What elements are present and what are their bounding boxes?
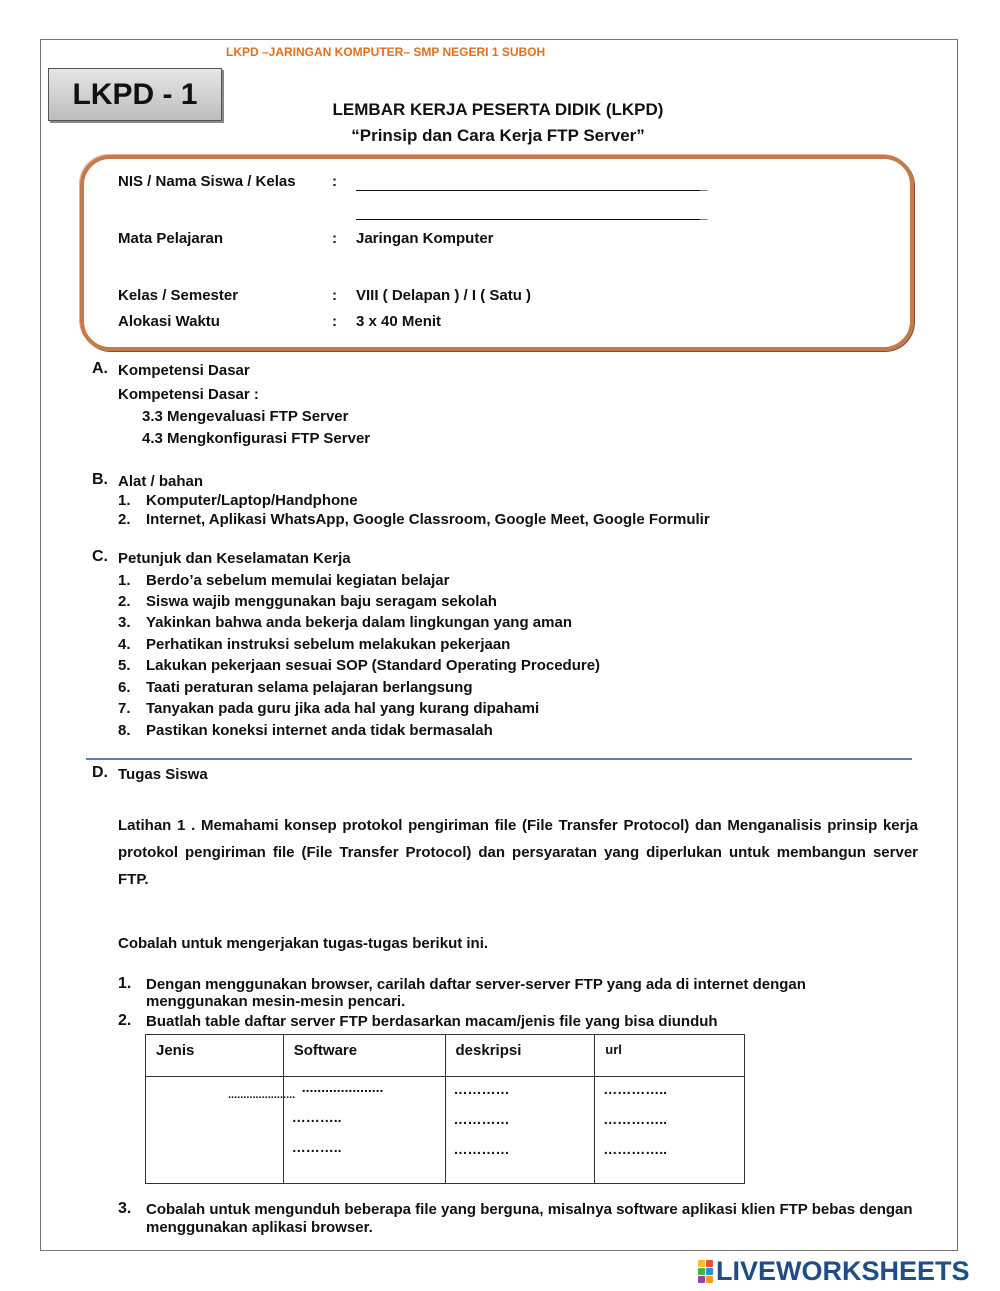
section-divider bbox=[86, 758, 912, 760]
table-cell-deskripsi[interactable] bbox=[445, 1077, 595, 1184]
answer-blank[interactable]: ………… bbox=[453, 1111, 510, 1127]
table-cell-software[interactable] bbox=[283, 1077, 445, 1184]
blank-end: _ bbox=[699, 205, 708, 222]
task-text: Dengan menggunakan browser, carilah daftar server-server FTP yang ada di internet dengan menggunakan mesin-mesin pencari. bbox=[146, 976, 806, 1010]
answer-blank[interactable]: ……….. bbox=[291, 1139, 342, 1155]
info-value-subject: Jaringan Komputer bbox=[356, 230, 494, 247]
list-item: Internet, Aplikasi WhatsApp, Google Classroom, Google Meet, Google Formulir bbox=[146, 511, 710, 528]
list-number: 5. bbox=[118, 657, 131, 674]
list-item: Siswa wajib menggunakan baju seragam sekolah bbox=[146, 593, 497, 610]
table-header-cell: Jenis bbox=[146, 1035, 284, 1077]
logo-text: LIVEWORKSHEETS bbox=[716, 1256, 970, 1286]
ftp-server-table bbox=[145, 1034, 745, 1184]
info-label-subject: Mata Pelajaran bbox=[118, 230, 224, 247]
table-header-row bbox=[146, 1035, 745, 1077]
info-label-class: Kelas / Semester bbox=[118, 287, 239, 304]
list-item: Pastikan koneksi internet anda tidak bermasalah bbox=[146, 722, 493, 739]
list-number: 1. bbox=[118, 492, 131, 509]
task-text: Cobalah untuk mengunduh beberapa file yang berguna, misalnya software aplikasi klien FTP bebas dengan menggunakan aplikasi browser. bbox=[146, 1201, 913, 1236]
answer-blank[interactable]: ………….. bbox=[603, 1111, 668, 1127]
info-colon: : bbox=[332, 173, 337, 190]
answer-blank[interactable]: ………….. bbox=[603, 1081, 668, 1097]
info-colon: : bbox=[332, 313, 337, 330]
blank-end: _ bbox=[699, 176, 708, 193]
info-label-time: Alokasi Waktu bbox=[118, 313, 220, 330]
competency-item: 3.3 Mengevaluasi FTP Server bbox=[142, 408, 349, 425]
list-item: Berdo’a sebelum memulai kegiatan belajar bbox=[146, 572, 450, 589]
answer-blank[interactable]: ...................... bbox=[228, 1089, 296, 1101]
task-text: Buatlah table daftar server FTP berdasarkan macam/jenis file yang bisa diunduh bbox=[146, 1013, 718, 1030]
page-subtitle: “Prinsip dan Cara Kerja FTP Server” bbox=[351, 126, 645, 145]
section-a-letter: A. bbox=[92, 360, 108, 377]
list-number: 7. bbox=[118, 700, 131, 717]
answer-blank[interactable]: ..................... bbox=[301, 1079, 384, 1095]
liveworksheets-logo bbox=[698, 1256, 970, 1287]
list-number: 6. bbox=[118, 679, 131, 696]
list-item: Perhatikan instruksi sebelum melakukan pekerjaan bbox=[146, 636, 511, 653]
task-number: 1. bbox=[118, 975, 132, 992]
table-header-cell: Software bbox=[283, 1035, 445, 1077]
page-title: LEMBAR KERJA PESERTA DIDIK (LKPD) bbox=[332, 100, 664, 119]
list-number: 4. bbox=[118, 636, 131, 653]
list-item: Yakinkan bahwa anda bekerja dalam lingkungan yang aman bbox=[146, 614, 572, 631]
list-item: Tanyakan pada guru jika ada hal yang kurang dipahami bbox=[146, 700, 540, 717]
section-c-letter: C. bbox=[92, 548, 108, 565]
info-value-time: 3 x 40 Menit bbox=[356, 313, 442, 330]
nis-answer-line-2[interactable] bbox=[356, 219, 700, 220]
answer-blank[interactable]: ……….. bbox=[291, 1109, 342, 1125]
header-top-line: LKPD –JARINGAN KOMPUTER– SMP NEGERI 1 SUBOH bbox=[226, 45, 546, 59]
answer-blank[interactable]: ………… bbox=[453, 1081, 510, 1097]
list-number: 8. bbox=[118, 722, 131, 739]
list-number: 2. bbox=[118, 593, 131, 610]
exercise-paragraph: Latihan 1 . Memahami konsep protokol pengiriman file (File Transfer Protocol) dan Menganalisis prinsip kerja protokol pengiriman file (File Transfer Protocol) dan persyaratan yang diperlukan untuk membangun server FTP. bbox=[118, 817, 918, 888]
section-a-subtitle: Kompetensi Dasar : bbox=[118, 386, 259, 403]
lkpd-badge: LKPD - 1 bbox=[48, 68, 222, 121]
table-header-cell: deskripsi bbox=[445, 1035, 595, 1077]
logo-mark-icon bbox=[698, 1260, 713, 1283]
section-b-letter: B. bbox=[92, 471, 108, 488]
info-label-nis: NIS / Nama Siswa / Kelas bbox=[118, 173, 296, 190]
task-number: 2. bbox=[118, 1012, 132, 1029]
list-item: Lakukan pekerjaan sesuai SOP (Standard Operating Procedure) bbox=[146, 657, 601, 674]
section-b-title: Alat / bahan bbox=[118, 473, 204, 490]
section-d-title: Tugas Siswa bbox=[118, 766, 208, 783]
info-colon: : bbox=[332, 287, 337, 304]
list-item: Taati peraturan selama pelajaran berlangsung bbox=[146, 679, 473, 696]
task-number: 3. bbox=[118, 1200, 132, 1217]
section-c-title: Petunjuk dan Keselamatan Kerja bbox=[118, 550, 351, 567]
table-header-cell: url bbox=[595, 1035, 745, 1077]
answer-blank[interactable]: ………… bbox=[453, 1141, 510, 1157]
info-colon: : bbox=[332, 230, 337, 247]
list-item: Komputer/Laptop/Handphone bbox=[146, 492, 358, 509]
nis-answer-line-1[interactable] bbox=[356, 190, 700, 191]
list-number: 1. bbox=[118, 572, 131, 589]
list-number: 2. bbox=[118, 511, 131, 528]
list-number: 3. bbox=[118, 614, 131, 631]
competency-item: 4.3 Mengkonfigurasi FTP Server bbox=[142, 430, 371, 447]
answer-blank[interactable]: ………….. bbox=[603, 1141, 668, 1157]
table-cell-url[interactable] bbox=[595, 1077, 745, 1184]
info-value-class: VIII ( Delapan ) / I ( Satu ) bbox=[356, 287, 532, 304]
table-cell-jenis[interactable] bbox=[146, 1077, 296, 1184]
table-row bbox=[146, 1077, 745, 1184]
task-instruction: Cobalah untuk mengerjakan tugas-tugas berikut ini. bbox=[118, 935, 489, 952]
section-a-title: Kompetensi Dasar bbox=[118, 362, 250, 379]
section-d-letter: D. bbox=[92, 764, 108, 781]
